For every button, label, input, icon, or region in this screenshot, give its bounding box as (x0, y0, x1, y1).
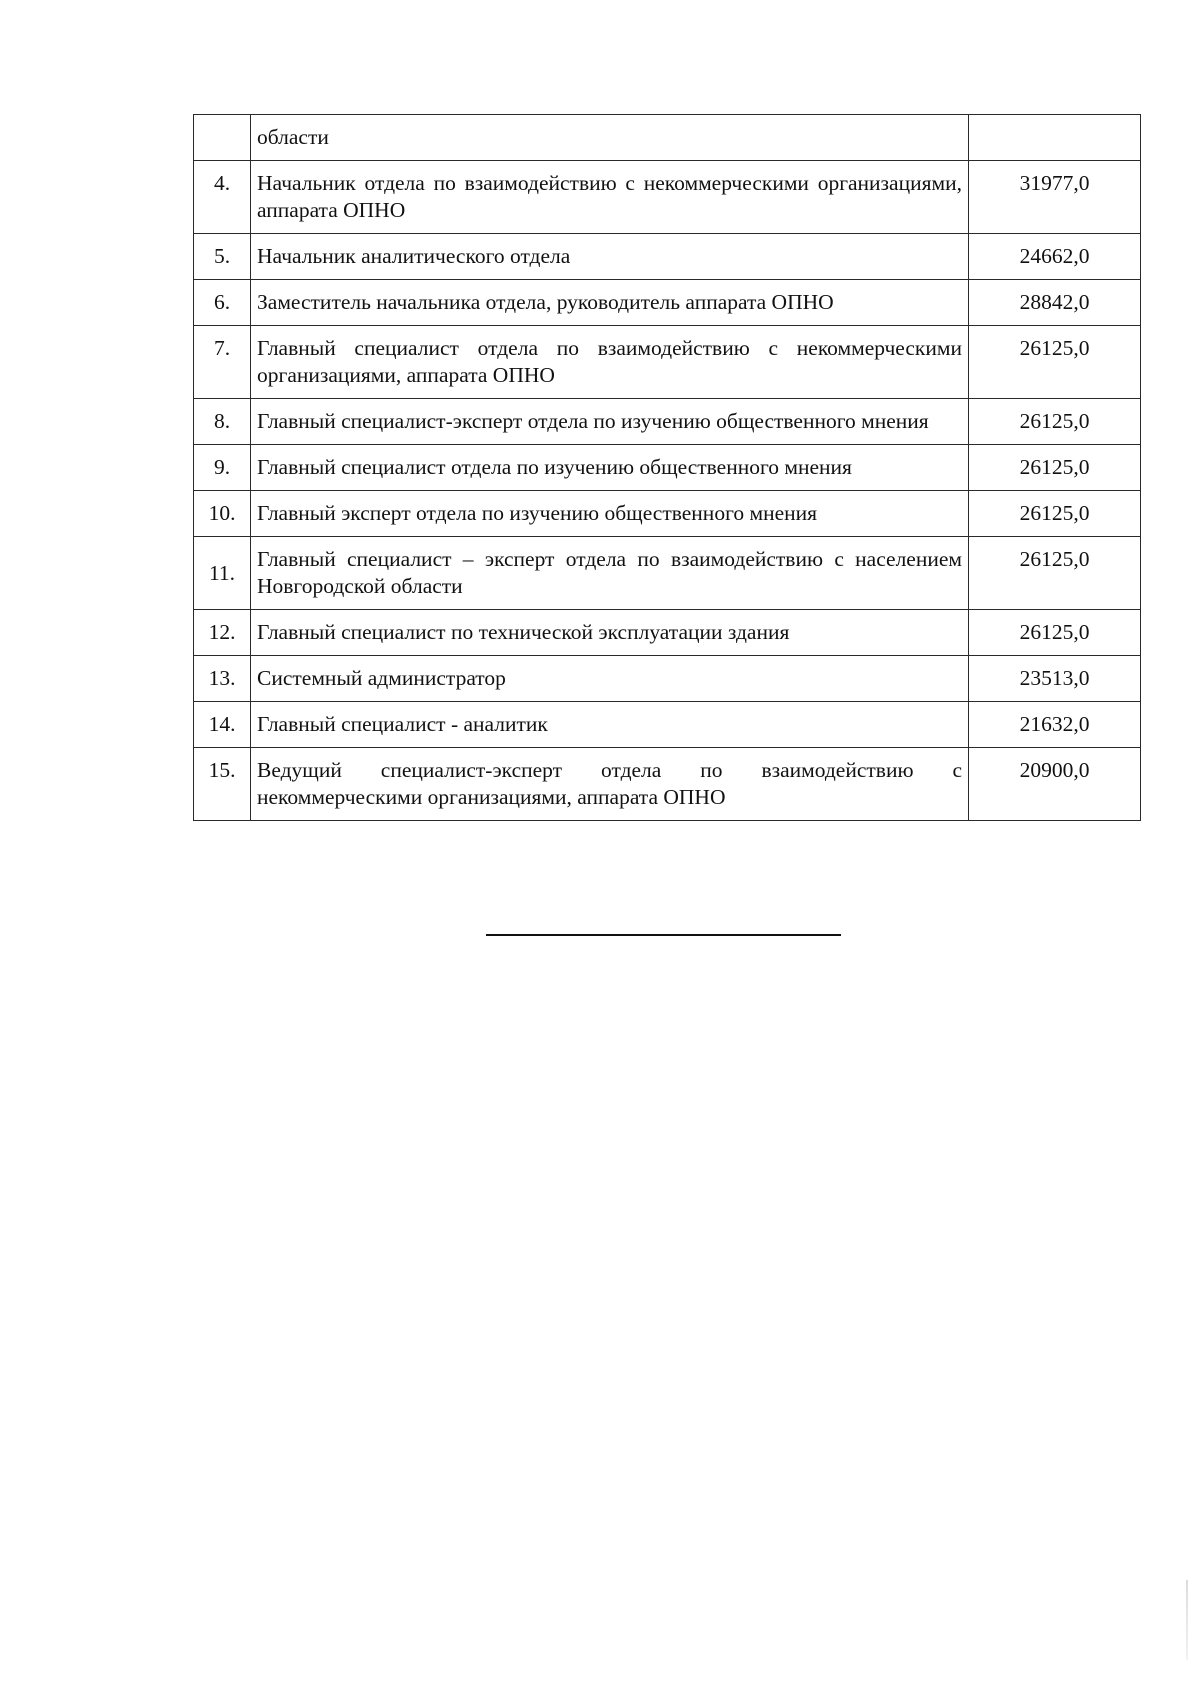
table-row (194, 326, 1141, 399)
row-number: 12. (194, 610, 251, 656)
salary-amount: 20900,0 (969, 748, 1141, 821)
salary-amount (969, 115, 1141, 161)
table-row (194, 115, 1141, 161)
table-row (194, 748, 1141, 821)
salary-amount: 21632,0 (969, 702, 1141, 748)
scan-edge-mark (1186, 1580, 1188, 1660)
salary-amount: 26125,0 (969, 537, 1141, 610)
salary-amount: 26125,0 (969, 610, 1141, 656)
position-title: Начальник аналитического отдела (251, 234, 969, 280)
position-title: Главный специалист по технической эксплуатации здания (251, 610, 969, 656)
row-number: 5. (194, 234, 251, 280)
position-title: Системный администратор (251, 656, 969, 702)
table-row (194, 610, 1141, 656)
table-row (194, 537, 1141, 610)
position-title: Главный специалист - аналитик (251, 702, 969, 748)
row-number: 7. (194, 326, 251, 399)
row-number (194, 115, 251, 161)
position-title: области (251, 115, 969, 161)
row-number: 13. (194, 656, 251, 702)
table-row (194, 445, 1141, 491)
end-of-table-divider (486, 934, 841, 936)
table-row (194, 702, 1141, 748)
position-title: Главный специалист отдела по взаимодействию с некоммерческими организациями, аппарата ОПНО (251, 326, 969, 399)
salary-amount: 26125,0 (969, 399, 1141, 445)
position-title: Главный эксперт отдела по изучению общественного мнения (251, 491, 969, 537)
row-number: 11. (194, 537, 251, 610)
row-number: 10. (194, 491, 251, 537)
salary-amount: 23513,0 (969, 656, 1141, 702)
row-number: 14. (194, 702, 251, 748)
table-row (194, 161, 1141, 234)
row-number: 8. (194, 399, 251, 445)
row-number: 9. (194, 445, 251, 491)
salary-amount: 24662,0 (969, 234, 1141, 280)
table-row (194, 656, 1141, 702)
salary-amount: 26125,0 (969, 326, 1141, 399)
position-title: Главный специалист-эксперт отдела по изучению общественного мнения (251, 399, 969, 445)
salary-table (193, 114, 1141, 821)
salary-amount: 31977,0 (969, 161, 1141, 234)
position-title: Начальник отдела по взаимодействию с некоммерческими организациями, аппарата ОПНО (251, 161, 969, 234)
position-title: Заместитель начальника отдела, руководитель аппарата ОПНО (251, 280, 969, 326)
salary-amount: 26125,0 (969, 491, 1141, 537)
position-title: Ведущий специалист-эксперт отдела по взаимодействию с некоммерческими организациями, аппарата ОПНО (251, 748, 969, 821)
position-title: Главный специалист – эксперт отдела по взаимодействию с населением Новгородской области (251, 537, 969, 610)
salary-amount: 26125,0 (969, 445, 1141, 491)
salary-amount: 28842,0 (969, 280, 1141, 326)
position-title: Главный специалист отдела по изучению общественного мнения (251, 445, 969, 491)
table-row (194, 399, 1141, 445)
table-row (194, 234, 1141, 280)
row-number: 15. (194, 748, 251, 821)
table-row (194, 280, 1141, 326)
row-number: 4. (194, 161, 251, 234)
row-number: 6. (194, 280, 251, 326)
table-row (194, 491, 1141, 537)
